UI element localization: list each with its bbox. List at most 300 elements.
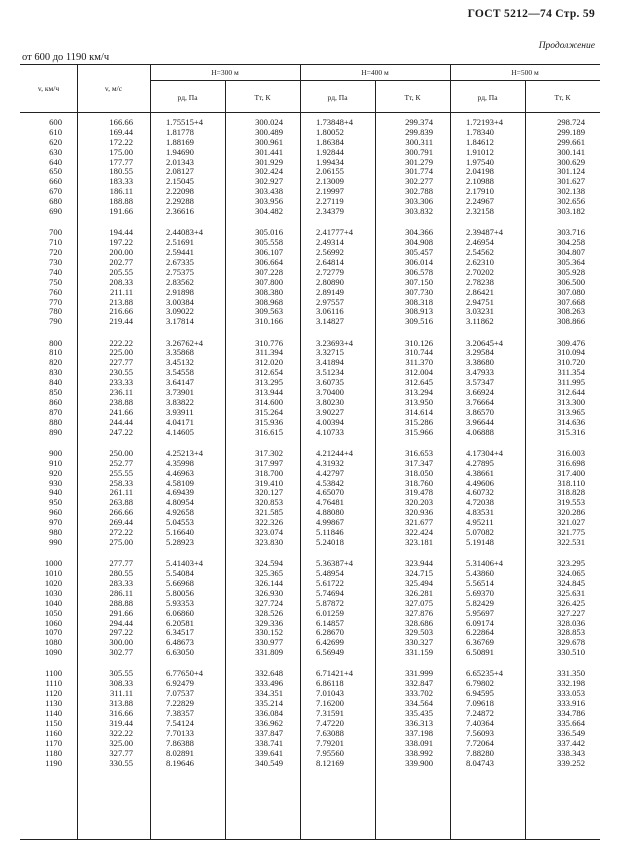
- table-cell: 272.22: [109, 527, 133, 538]
- table-cell: 300.311: [405, 136, 433, 147]
- table-cell: 5.87872: [316, 597, 344, 608]
- table-cell: 325.631: [557, 587, 585, 598]
- table-cell: 299.839: [405, 126, 433, 137]
- table-cell: 1030: [44, 587, 62, 598]
- table-cell: 2.59441: [166, 247, 194, 258]
- table-cell: 730: [49, 256, 62, 267]
- table-cell: 255.55: [109, 467, 133, 478]
- table-cell: 970: [49, 517, 62, 528]
- table-cell: 269.44: [109, 517, 133, 528]
- table-cell: 800: [49, 337, 62, 348]
- table-cell: 324.594: [255, 558, 283, 569]
- table-cell: 1.91012: [466, 146, 494, 157]
- row-group: [525, 228, 585, 327]
- table-cell: 216.66: [109, 306, 133, 317]
- table-cell: 301.627: [557, 176, 585, 187]
- row-group: [77, 339, 133, 438]
- table-cell: 197.22: [109, 237, 133, 248]
- table-cell: 1140: [45, 708, 62, 719]
- table-cell: 323.181: [405, 536, 433, 547]
- table-cell: 300.961: [255, 136, 283, 147]
- table-cell: 333.053: [557, 688, 585, 699]
- table-cell: 2.27119: [316, 196, 344, 207]
- table-cell: 4.95211: [466, 517, 494, 528]
- table-cell: 3.60735: [316, 377, 344, 388]
- table-cell: 830: [49, 367, 62, 378]
- table-cell: 5.19148: [466, 536, 494, 547]
- table-cell: 318.050: [405, 467, 433, 478]
- table-cell: 180.55: [109, 166, 133, 177]
- table-cell: 5.16640: [166, 527, 194, 538]
- table-cell: 1.84612: [466, 136, 494, 147]
- row-group: [20, 669, 62, 768]
- table-cell: 313.950: [405, 396, 433, 407]
- table-cell: 175.00: [109, 146, 133, 157]
- table-cell: 1050: [44, 607, 62, 618]
- table-cell: 233.33: [109, 377, 133, 388]
- table-cell: 318.700: [255, 467, 283, 478]
- table-cell: 326.281: [405, 587, 433, 598]
- table-cell: 337.847: [255, 727, 283, 738]
- row-group: [375, 669, 433, 768]
- table-cell: 310.094: [557, 347, 585, 358]
- table-cell: 5.41403+4: [166, 558, 204, 569]
- table-cell: 308.33: [109, 678, 133, 689]
- table-cell: 330.327: [405, 637, 433, 648]
- column-v-kmh: [20, 118, 62, 780]
- table-cell: 3.70400: [316, 387, 344, 398]
- table-cell: 302.424: [255, 166, 283, 177]
- table-cell: 4.46963: [166, 467, 194, 478]
- table-cell: 302.277: [405, 176, 433, 187]
- table-cell: 3.26762+4: [166, 337, 204, 348]
- table-cell: 335.435: [405, 708, 433, 719]
- table-cell: 320.203: [405, 497, 433, 508]
- table-cell: 8.19646: [166, 757, 194, 768]
- table-cell: 1.75515+4: [166, 117, 204, 127]
- row-group: [316, 669, 374, 768]
- table-cell: 3.35868: [166, 347, 194, 358]
- table-cell: 980: [49, 527, 62, 538]
- table-cell: 6.92479: [166, 678, 194, 689]
- table-cell: 1150: [45, 717, 62, 728]
- table-cell: 327.227: [557, 607, 585, 618]
- table-cell: 5.66968: [166, 577, 194, 588]
- table-cell: 1000: [44, 558, 62, 569]
- table-cell: 690: [49, 206, 62, 217]
- table-cell: 2.86421: [466, 286, 494, 297]
- table-cell: 620: [49, 136, 62, 147]
- table-cell: 312.654: [255, 367, 283, 378]
- table-cell: 314.600: [255, 396, 283, 407]
- table-cell: 4.69439: [166, 487, 194, 498]
- table-cell: 329.336: [255, 617, 283, 628]
- row-group: [225, 339, 283, 438]
- table-cell: 4.04171: [166, 416, 194, 427]
- row-group: [375, 118, 433, 217]
- table-cell: 325.494: [405, 577, 433, 588]
- table-cell: 3.32715: [316, 347, 344, 358]
- table-cell: 1.80052: [316, 126, 344, 137]
- table-cell: 312.644: [557, 387, 585, 398]
- table-cell: 314.614: [405, 406, 433, 417]
- table-cell: 2.08127: [166, 166, 194, 177]
- table-cell: 6.56949: [316, 647, 344, 658]
- table-cell: 340.549: [255, 757, 283, 768]
- table-cell: 6.86118: [316, 678, 344, 689]
- table-cell: 311.354: [557, 367, 585, 378]
- table-cell: 2.75375: [166, 266, 194, 277]
- table-cell: 202.77: [109, 256, 133, 267]
- table-cell: 4.14605: [166, 426, 194, 437]
- table-cell: 247.22: [109, 426, 133, 437]
- table-cell: 3.96644: [466, 416, 494, 427]
- table-cell: 940: [49, 487, 62, 498]
- table-cell: 311.11: [110, 688, 133, 699]
- table-cell: 331.999: [405, 668, 433, 679]
- table-cell: 2.80890: [316, 276, 344, 287]
- table-cell: 339.900: [405, 757, 433, 768]
- table-cell: 4.99867: [316, 517, 344, 528]
- row-group: [375, 449, 433, 548]
- table-cell: 308.263: [557, 306, 585, 317]
- table-bottom-border: [20, 839, 600, 840]
- table-cell: 2.67335: [166, 256, 194, 267]
- table-cell: 328.686: [405, 617, 433, 628]
- table-cell: 297.22: [109, 627, 133, 638]
- table-cell: 336.084: [255, 708, 283, 719]
- table-cell: 300.489: [255, 126, 283, 137]
- table-cell: 960: [49, 507, 62, 518]
- table-cell: 330.152: [255, 627, 283, 638]
- table-cell: 330.55: [109, 757, 133, 768]
- table-cell: 6.34517: [166, 627, 194, 638]
- table-cell: 300.141: [557, 146, 585, 157]
- table-cell: 860: [49, 396, 62, 407]
- table-cell: 2.32158: [466, 206, 494, 217]
- row-group: [166, 669, 224, 768]
- table-cell: 319.478: [405, 487, 433, 498]
- table-cell: 263.88: [109, 497, 133, 508]
- table-cell: 303.832: [405, 206, 433, 217]
- table-cell: 302.927: [255, 176, 283, 187]
- table-cell: 330.977: [255, 637, 283, 648]
- table-cell: 244.44: [109, 416, 133, 427]
- table-cell: 302.77: [109, 647, 133, 658]
- table-cell: 302.656: [557, 196, 585, 207]
- table-cell: 306.500: [557, 276, 585, 287]
- table-cell: 311.370: [405, 357, 433, 368]
- table-cell: 331.350: [557, 668, 585, 679]
- table-cell: 3.66924: [466, 387, 494, 398]
- table-cell: 310.166: [255, 316, 283, 327]
- table-cell: 3.45132: [166, 357, 194, 368]
- table-cell: 299.189: [557, 126, 585, 137]
- column-v-ms: [77, 118, 133, 780]
- table-cell: 310.720: [557, 357, 585, 368]
- row-group: [466, 118, 524, 217]
- table-cell: 320.936: [405, 507, 433, 518]
- table-cell: 194.44: [109, 227, 133, 238]
- table-cell: 3.47933: [466, 367, 494, 378]
- table-cell: 329.678: [557, 637, 585, 648]
- row-group: [166, 339, 224, 438]
- table-cell: 177.77: [109, 156, 133, 167]
- table-cell: 333.916: [557, 698, 585, 709]
- table-cell: 1.94690: [166, 146, 194, 157]
- table-cell: 2.13009: [316, 176, 344, 187]
- row-group: [77, 669, 133, 768]
- table-cell: 3.90227: [316, 406, 344, 417]
- table-cell: 302.788: [405, 186, 433, 197]
- table-cell: 309.563: [255, 306, 283, 317]
- table-cell: 2.72779: [316, 266, 344, 277]
- table-cell: 326.425: [557, 597, 585, 608]
- table-cell: 840: [49, 377, 62, 388]
- table-cell: 304.908: [405, 237, 433, 248]
- table-cell: 332.198: [557, 678, 585, 689]
- table-cell: 188.88: [109, 196, 133, 207]
- table-cell: 318.110: [557, 477, 585, 488]
- table-cell: 7.63088: [316, 727, 344, 738]
- table-cell: 5.28923: [166, 536, 194, 547]
- row-group: [20, 559, 62, 658]
- table-cell: 1.73848+4: [316, 117, 354, 127]
- table-cell: 3.73901: [166, 387, 194, 398]
- table-cell: 326.144: [255, 577, 283, 588]
- row-group: [316, 449, 374, 548]
- table-cell: 5.11846: [316, 527, 344, 538]
- table-cell: 322.531: [557, 536, 585, 547]
- row-group: [316, 228, 374, 327]
- table-cell: 1130: [45, 698, 62, 709]
- table-cell: 308.318: [405, 296, 433, 307]
- table-cell: 332.847: [405, 678, 433, 689]
- table-cell: 309.476: [557, 337, 585, 348]
- table-cell: 258.33: [109, 477, 133, 488]
- table-cell: 3.54558: [166, 367, 194, 378]
- table-cell: 4.72038: [466, 497, 494, 508]
- table-cell: 316.615: [255, 426, 283, 437]
- table-cell: 303.438: [255, 186, 283, 197]
- table-cell: 6.79802: [466, 678, 494, 689]
- table-cell: 275.00: [109, 536, 133, 547]
- table-cell: 2.94751: [466, 296, 494, 307]
- table-cell: 7.09618: [466, 698, 494, 709]
- table-cell: 339.252: [557, 757, 585, 768]
- range-label: от 600 до 1190 км/ч: [22, 52, 110, 63]
- table-cell: 7.54124: [166, 717, 194, 728]
- table-cell: 338.992: [405, 747, 433, 758]
- row-group: [466, 339, 524, 438]
- table-cell: 307.730: [405, 286, 433, 297]
- table-cell: 213.88: [109, 296, 133, 307]
- table-cell: 4.92658: [166, 507, 194, 518]
- table-cell: 315.966: [405, 426, 433, 437]
- table-cell: 315.264: [255, 406, 283, 417]
- row-group: [225, 669, 283, 768]
- table-cell: 313.295: [255, 377, 283, 388]
- table-cell: 7.86388: [166, 737, 194, 748]
- table-cell: 315.316: [557, 426, 585, 437]
- table-cell: 335.214: [255, 698, 283, 709]
- table-cell: 321.027: [557, 517, 585, 528]
- table-cell: 5.36387+4: [316, 558, 354, 569]
- table-cell: 1180: [45, 747, 62, 758]
- table-cell: 331.809: [255, 647, 283, 658]
- table-cell: 610: [49, 126, 62, 137]
- table-cell: 6.65235+4: [466, 668, 504, 679]
- table-cell: 5.61722: [316, 577, 344, 588]
- table-cell: 990: [49, 536, 62, 547]
- column-h400-t: [375, 118, 433, 780]
- table-cell: 1190: [45, 757, 62, 768]
- row-group: [77, 449, 133, 548]
- table-cell: 7.16200: [316, 698, 344, 709]
- table-cell: 1160: [45, 727, 62, 738]
- table-cell: 2.34379: [316, 206, 344, 217]
- table-cell: 330.510: [557, 647, 585, 658]
- table-cell: 321.775: [557, 527, 585, 538]
- table-cell: 5.56514: [466, 577, 494, 588]
- table-cell: 4.65070: [316, 487, 344, 498]
- row-group: [20, 449, 62, 548]
- table-cell: 166.66: [109, 117, 133, 127]
- row-group: [20, 118, 62, 217]
- table-cell: 810: [49, 347, 62, 358]
- table-cell: 4.31932: [316, 457, 344, 468]
- table-cell: 301.929: [255, 156, 283, 167]
- row-group: [466, 449, 524, 548]
- table-cell: 4.38661: [466, 467, 494, 478]
- table-cell: 4.53842: [316, 477, 344, 488]
- table-cell: 305.016: [255, 227, 283, 238]
- table-cell: 5.74694: [316, 587, 344, 598]
- table-cell: 317.347: [405, 457, 433, 468]
- table-cell: 2.83562: [166, 276, 194, 287]
- table-cell: 317.302: [255, 447, 283, 458]
- row-group: [466, 228, 524, 327]
- table-cell: 6.42699: [316, 637, 344, 648]
- col-header-h300-t: Tт, К: [254, 93, 271, 102]
- table-cell: 890: [49, 426, 62, 437]
- group-header-h500: H=500 м: [511, 68, 539, 77]
- table-cell: 3.64147: [166, 377, 194, 388]
- column-h400-p: [316, 118, 374, 780]
- table-cell: 172.22: [109, 136, 133, 147]
- column-h300-p: [166, 118, 224, 780]
- table-cell: 334.351: [255, 688, 283, 699]
- table-cell: 1080: [44, 637, 62, 648]
- row-group: [166, 118, 224, 217]
- table-cell: 303.956: [255, 196, 283, 207]
- table-cell: 5.48954: [316, 568, 344, 579]
- table-cell: 309.516: [405, 316, 433, 327]
- table-cell: 8.04743: [466, 757, 494, 768]
- table-cell: 700: [49, 227, 62, 238]
- table-cell: 3.86570: [466, 406, 494, 417]
- column-h300-t: [225, 118, 283, 780]
- table-cell: 327.075: [405, 597, 433, 608]
- table-cell: 7.40364: [466, 717, 494, 728]
- table-cell: 306.578: [405, 266, 433, 277]
- table-cell: 950: [49, 497, 62, 508]
- table-cell: 306.664: [255, 256, 283, 267]
- column-h500-p: [466, 118, 524, 780]
- table-cell: 1110: [45, 678, 62, 689]
- table-cell: 4.80954: [166, 497, 194, 508]
- table-cell: 3.03231: [466, 306, 494, 317]
- table-cell: 5.80056: [166, 587, 194, 598]
- table-cell: 650: [49, 166, 62, 177]
- table-cell: 780: [49, 306, 62, 317]
- col-header-h400-t: Tт, К: [404, 93, 421, 102]
- table-cell: 305.364: [557, 256, 585, 267]
- table-cell: 3.11862: [466, 316, 494, 327]
- row-group: [466, 669, 524, 768]
- table-cell: 6.01259: [316, 607, 344, 618]
- table-cell: 750: [49, 276, 62, 287]
- table-cell: 308.380: [255, 286, 283, 297]
- table-cell: 1100: [45, 668, 62, 679]
- table-cell: 850: [49, 387, 62, 398]
- table-cell: 301.279: [405, 156, 433, 167]
- col-header-v-ms: v, м/с: [104, 84, 123, 93]
- table-cell: 3.14827: [316, 316, 344, 327]
- table-cell: 320.853: [255, 497, 283, 508]
- table-cell: 870: [49, 406, 62, 417]
- table-cell: 5.24018: [316, 536, 344, 547]
- table-cell: 4.17304+4: [466, 447, 504, 458]
- table-cell: 760: [49, 286, 62, 297]
- table-cell: 6.63050: [166, 647, 194, 658]
- table-cell: 169.44: [109, 126, 133, 137]
- table-cell: 3.83822: [166, 396, 194, 407]
- table-cell: 3.23693+4: [316, 337, 354, 348]
- table-cell: 6.94595: [466, 688, 494, 699]
- table-cell: 317.997: [255, 457, 283, 468]
- col-header-h500-p: pд, Па: [477, 93, 498, 102]
- table-cell: 313.965: [557, 406, 585, 417]
- table-cell: 5.82429: [466, 597, 494, 608]
- table-cell: 2.29288: [166, 196, 194, 207]
- table-cell: 304.482: [255, 206, 283, 217]
- table-cell: 2.15045: [166, 176, 194, 187]
- table-cell: 183.33: [109, 176, 133, 187]
- table-cell: 334.786: [557, 708, 585, 719]
- col-header-h500-t: Tт, К: [554, 93, 571, 102]
- table-cell: 328.036: [557, 617, 585, 628]
- table-cell: 335.664: [557, 717, 585, 728]
- table-cell: 4.88080: [316, 507, 344, 518]
- table-cell: 316.698: [557, 457, 585, 468]
- table-cell: 3.76664: [466, 396, 494, 407]
- table-cell: 238.88: [109, 396, 133, 407]
- table-cell: 5.95697: [466, 607, 494, 618]
- table-cell: 6.14857: [316, 617, 344, 628]
- table-cell: 1.97540: [466, 156, 494, 167]
- table-cell: 4.42797: [316, 467, 344, 478]
- table-cell: 315.936: [255, 416, 283, 427]
- table-cell: 321.677: [405, 517, 433, 528]
- table-cell: 208.33: [109, 276, 133, 287]
- table-cell: 291.66: [109, 607, 133, 618]
- table-cell: 316.66: [109, 708, 133, 719]
- table-cell: 327.876: [405, 607, 433, 618]
- table-cell: 205.55: [109, 266, 133, 277]
- table-cell: 2.56992: [316, 247, 344, 258]
- table-cell: 6.28670: [316, 627, 344, 638]
